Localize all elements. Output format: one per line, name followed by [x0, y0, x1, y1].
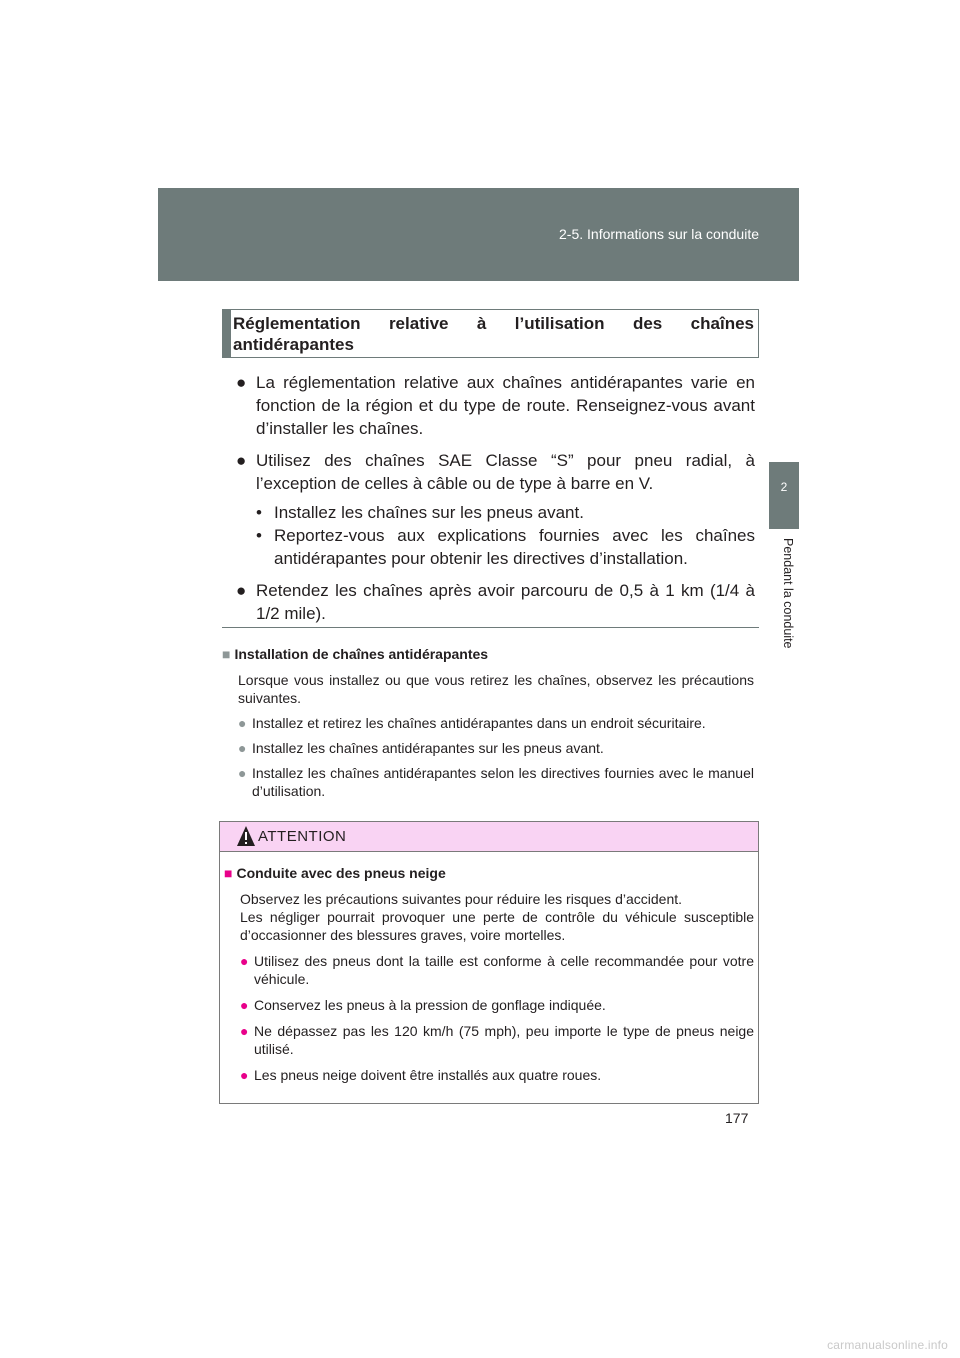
- warning-triangle-icon: [236, 825, 256, 847]
- page-number: 177: [725, 1110, 749, 1126]
- sub-list-item: • Reportez-vous aux explications fournies avec les chaînes antidérapantes pour obtenir les directives d’installation.: [256, 526, 755, 568]
- installation-intro: Lorsque vous installez ou que vous retirez les chaînes, observez les précautions suivantes.: [238, 672, 754, 706]
- bullet-icon: ●: [240, 997, 249, 1013]
- warning-label: ATTENTION: [258, 828, 347, 845]
- square-bullet-icon: ■: [222, 646, 231, 662]
- chapter-label: Pendant la conduite: [781, 538, 795, 649]
- header-band: [158, 188, 799, 281]
- section-title: 2-5. Informations sur la conduite: [559, 226, 759, 242]
- list-item: ● Utilisez des pneus dont la taille est conforme à celle recommandée pour votre véhicule.: [240, 953, 754, 987]
- bullet-icon: ●: [238, 715, 247, 731]
- list-item: ● Installez et retirez les chaînes antidérapantes dans un endroit sécuritaire.: [238, 715, 706, 731]
- list-item: ● Conservez les pneus à la pression de gonflage indiquée.: [240, 997, 606, 1013]
- regulation-list: [236, 371, 755, 634]
- regulation-title: Réglementation relative à l’utilisation des chaînes antidérapantes: [233, 314, 754, 354]
- sub-bullet-icon: •: [256, 526, 262, 545]
- installation-heading: ■ Installation de chaînes antidérapantes: [222, 646, 489, 662]
- list-item: ● Les pneus neige doivent être installés aux quatre roues.: [240, 1067, 602, 1083]
- chapter-tab: 2: [769, 462, 799, 529]
- warning-body: [224, 864, 754, 1092]
- bullet-icon: ●: [238, 765, 247, 781]
- regulation-title-box: [222, 309, 759, 358]
- bullet-icon: ●: [238, 740, 247, 756]
- bullet-icon: ●: [240, 953, 249, 969]
- list-item: ● Installez les chaînes antidérapantes selon les directives fournies avec le manuel d’utilisation.: [238, 765, 754, 799]
- warning-box: [219, 821, 759, 1104]
- list-item: ● Installez les chaînes antidérapantes sur les pneus avant.: [238, 740, 604, 756]
- warning-header: [220, 822, 758, 852]
- watermark: carmanualsonline.info: [827, 1338, 948, 1352]
- bullet-icon: ●: [240, 1067, 249, 1083]
- list-item: ● La réglementation relative aux chaînes antidérapantes varie en fonction de la région et du type de route. Renseignez-vous avant d’installer les chaînes.: [236, 373, 755, 438]
- installation-notes: [222, 645, 754, 807]
- warning-intro: Observez les précautions suivantes pour réduire les risques d’accident.: [240, 891, 683, 907]
- warning-intro-2: Les négliger pourrait provoquer une perte de contrôle du véhicule susceptible d’occasionner des blessures graves, voire mortelles.: [240, 909, 754, 943]
- list-item: ● Ne dépassez pas les 120 km/h (75 mph), peu importe le type de pneus neige utilisé.: [240, 1023, 754, 1057]
- sub-list-item: • Installez les chaînes sur les pneus avant.: [256, 503, 584, 522]
- watermark-band: [0, 1336, 960, 1358]
- sub-bullet-icon: •: [256, 503, 262, 522]
- square-bullet-icon: ■: [224, 865, 233, 881]
- bullet-icon: ●: [236, 451, 247, 470]
- title-bar-accent: [223, 310, 231, 357]
- sub-list: [236, 501, 755, 570]
- list-item: ● Utilisez des chaînes SAE Classe “S” pour pneu radial, à l’exception de celles à câble ou de type à barre en V.: [236, 451, 755, 493]
- warning-heading: ■ Conduite avec des pneus neige: [224, 865, 446, 881]
- bullet-icon: ●: [240, 1023, 249, 1039]
- section-divider: [222, 627, 759, 628]
- bullet-icon: ●: [236, 581, 247, 600]
- bullet-icon: ●: [236, 373, 247, 392]
- list-item: ● Retendez les chaînes après avoir parcouru de 0,5 à 1 km (1/4 à 1/2 mile).: [236, 581, 755, 623]
